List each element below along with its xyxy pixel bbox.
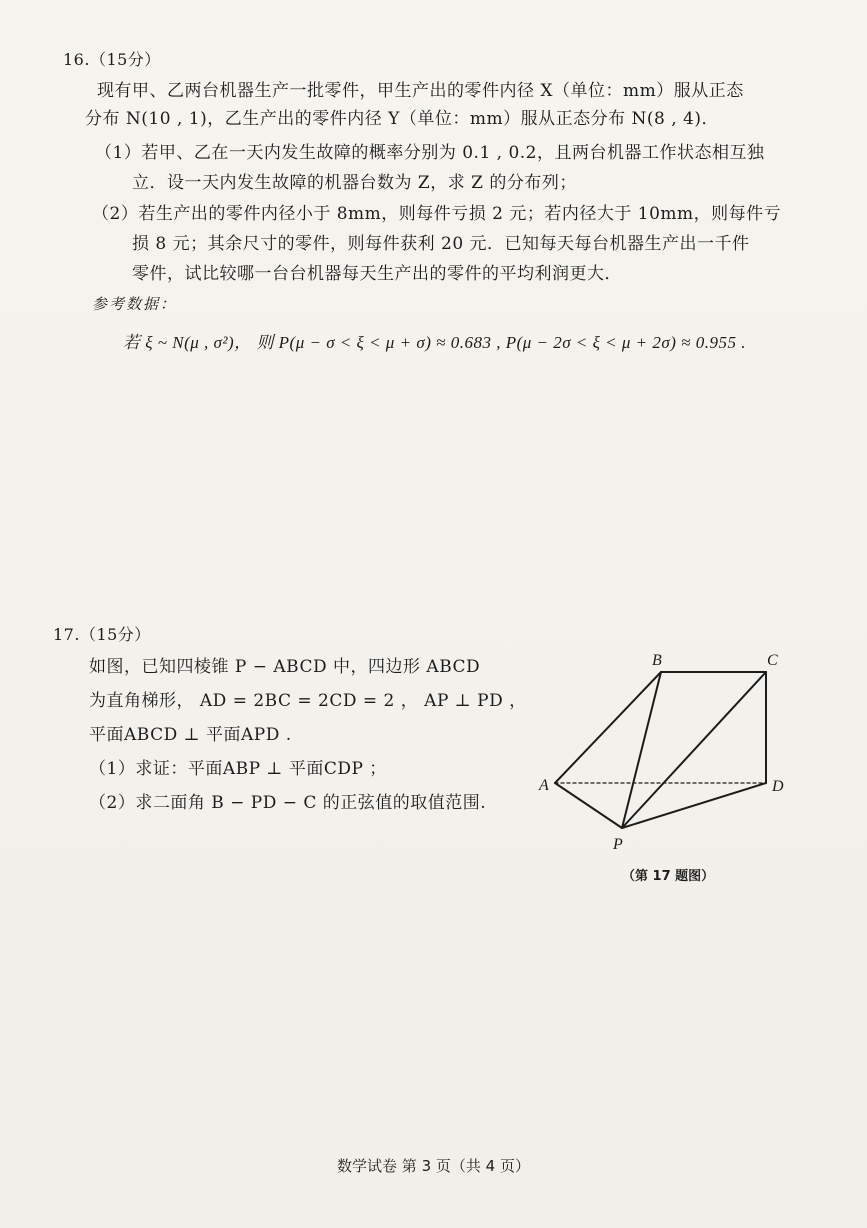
q16-ref-label: 参考数据：: [92, 295, 178, 313]
q16-intro-line2: 分布 N(10 , 1)，乙生产出的零件内径 Y（单位：mm）服从正态分布 N(8 , 4)．: [85, 109, 719, 129]
page-footer: 数学试卷 第 3 页（共 4 页）: [337, 1157, 530, 1175]
label-B: B: [652, 652, 662, 669]
q16-header: 16.（15分）: [63, 50, 161, 69]
q17-line1: 如图，已知四棱锥 P − ABCD 中，四边形 ABCD: [89, 657, 481, 677]
q16-part1-line1: （1）若甲、乙在一天内发生故障的概率分别为 0.1 , 0.2，且两台机器工作状态相互独: [95, 143, 765, 163]
label-C: C: [767, 652, 778, 669]
label-P: P: [613, 836, 623, 853]
q17-line3: 平面ABCD ⊥ 平面APD .: [89, 725, 292, 745]
edge-AP: [555, 783, 622, 828]
label-D: D: [772, 778, 784, 795]
q17-part1: （1）求证：平面ABP ⊥ 平面CDP ；: [89, 759, 387, 779]
q16-part2-line2: 损 8 元；其余尺寸的零件，则每件获利 20 元．已知每天每台机器生产出一千件: [132, 234, 750, 254]
q16-ref-formula: 若 ξ ~ N(μ , σ²)， 则 P(μ − σ < ξ < μ + σ) ≈ 0.683 , P(μ − 2σ < ξ < μ + 2σ) ≈ 0.955 .: [123, 333, 746, 352]
pyramid-figure: [530, 645, 800, 855]
edge-AB: [555, 672, 661, 783]
q16-part2-line3: 零件，试比较哪一台台机器每天生产出的零件的平均利润更大．: [132, 264, 622, 284]
label-A: A: [539, 777, 549, 794]
q17-part2: （2）求二面角 B − PD − C 的正弦值的取值范围.: [89, 793, 487, 813]
edge-PB: [622, 672, 661, 828]
figure-caption: （第 17 题图）: [622, 869, 715, 884]
q17-header: 17.（15分）: [53, 625, 151, 644]
q16-part1-line2: 立．设一天内发生故障的机器台数为 Z，求 Z 的分布列；: [132, 173, 577, 193]
q16-intro-line1: 现有甲、乙两台机器生产一批零件，甲生产出的零件内径 X（单位：mm）服从正态: [97, 81, 744, 101]
q17-line2: 为直角梯形， AD = 2BC = 2CD = 2 ， AP ⊥ PD ，: [89, 691, 527, 711]
q16-part2-line1: （2）若生产出的零件内径小于 8mm，则每件亏损 2 元；若内径大于 10mm，则每件亏: [92, 204, 782, 224]
